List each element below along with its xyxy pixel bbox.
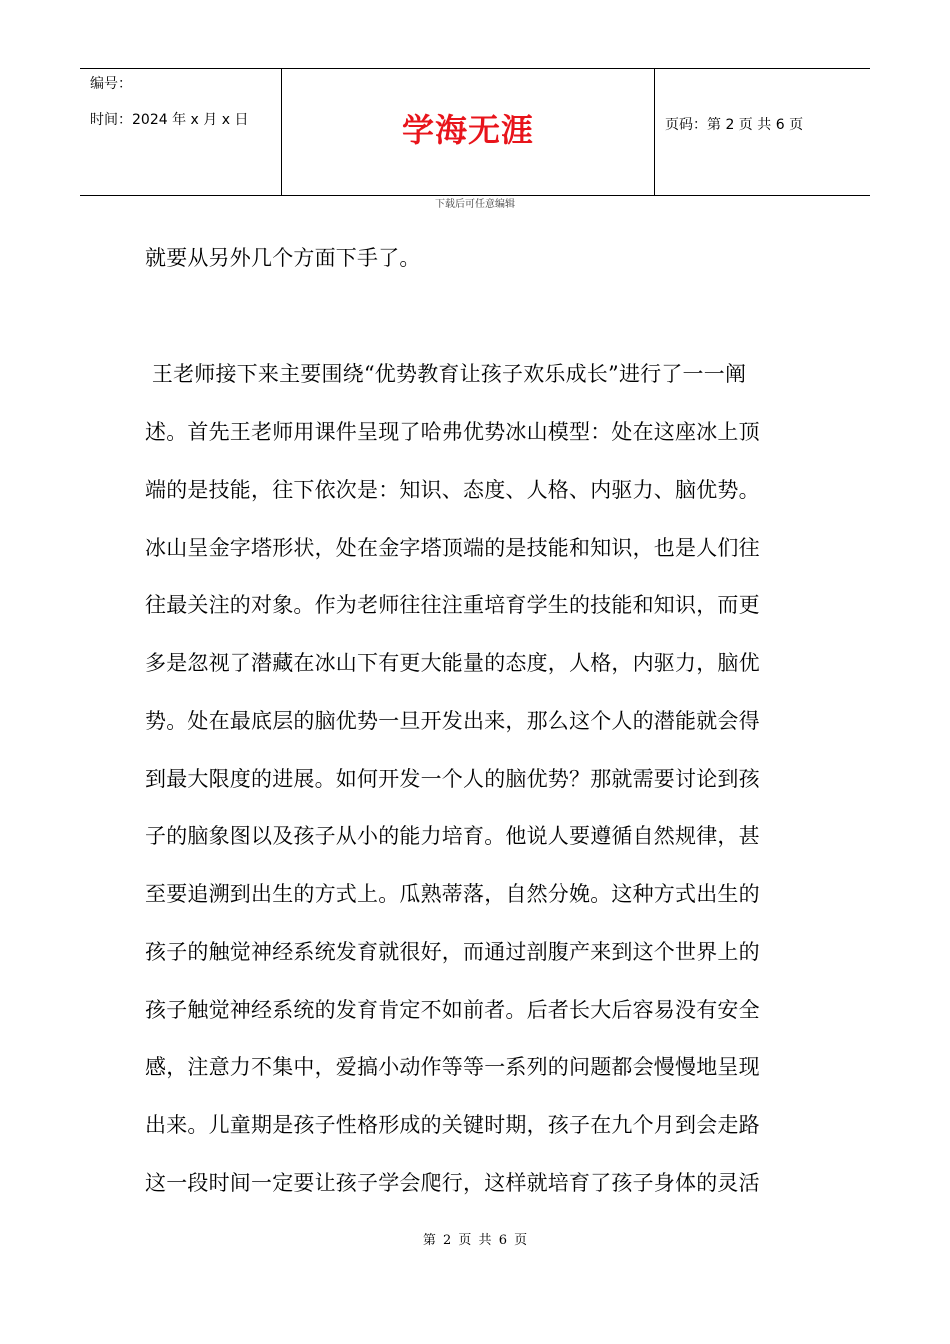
- editable-note: 下载后可任意编辑: [435, 199, 515, 210]
- body-line: 出来。儿童期是孩子性格形成的关键时期，孩子在九个月到会走路: [145, 1113, 760, 1137]
- body-line: 到最大限度的进展。如何开发一个人的脑优势？那就需要讨论到孩: [145, 767, 760, 791]
- header-left-cell: [80, 69, 282, 195]
- header-right-cell: [655, 69, 870, 195]
- body-line: 这一段时间一定要让孩子学会爬行，这样就培育了孩子身体的灵活: [145, 1171, 760, 1195]
- body-line: 至要追溯到出生的方式上。瓜熟蒂落，自然分娩。这种方式出生的: [145, 882, 760, 906]
- body-line: 势。处在最底层的脑优势一旦开发出来，那么这个人的潜能就会得: [145, 709, 760, 733]
- body-line: 多是忽视了潜藏在冰山下有更大能量的态度，人格，内驱力，脑优: [145, 651, 760, 675]
- header-center-cell: [282, 69, 655, 195]
- body-line: 感，注意力不集中，爱搞小动作等等一系列的问题都会慢慢地呈现: [145, 1055, 760, 1079]
- body-line: 往最关注的对象。作为老师往往注重培育学生的技能和知识，而更: [145, 593, 760, 617]
- document-header: [80, 68, 870, 196]
- body-line: 王老师接下来主要围绕“优势教育让孩子欢乐成长”进行了一一阐: [145, 362, 747, 386]
- body-line: 端的是技能，往下依次是：知识、态度、人格、内驱力、脑优势。: [145, 478, 760, 502]
- body-line: 子的脑象图以及孩子从小的能力培育。他说人要遵循自然规律，甚: [145, 824, 760, 848]
- serial-number-label: 编号：: [90, 76, 132, 92]
- footer-page-number: 第 2 页 共 6 页: [422, 1233, 528, 1248]
- brand-title: 学海无涯: [401, 111, 534, 149]
- body-line: 述。首先王老师用课件呈现了哈弗优势冰山模型：处在这座冰上顶: [145, 420, 760, 444]
- body-line: 就要从另外几个方面下手了。: [145, 246, 421, 270]
- body-line: 孩子的触觉神经系统发育就很好，而通过剖腹产来到这个世界上的: [145, 940, 760, 964]
- body-line: 冰山呈金字塔形状，处在金字塔顶端的是技能和知识，也是人们往: [145, 536, 760, 560]
- page-number-label: 页码：第 2 页 共 6 页: [665, 117, 804, 133]
- date-label: 时间：2024 年 x 月 x 日: [90, 112, 249, 128]
- body-line: 孩子触觉神经系统的发育肯定不如前者。后者长大后容易没有安全: [145, 998, 760, 1022]
